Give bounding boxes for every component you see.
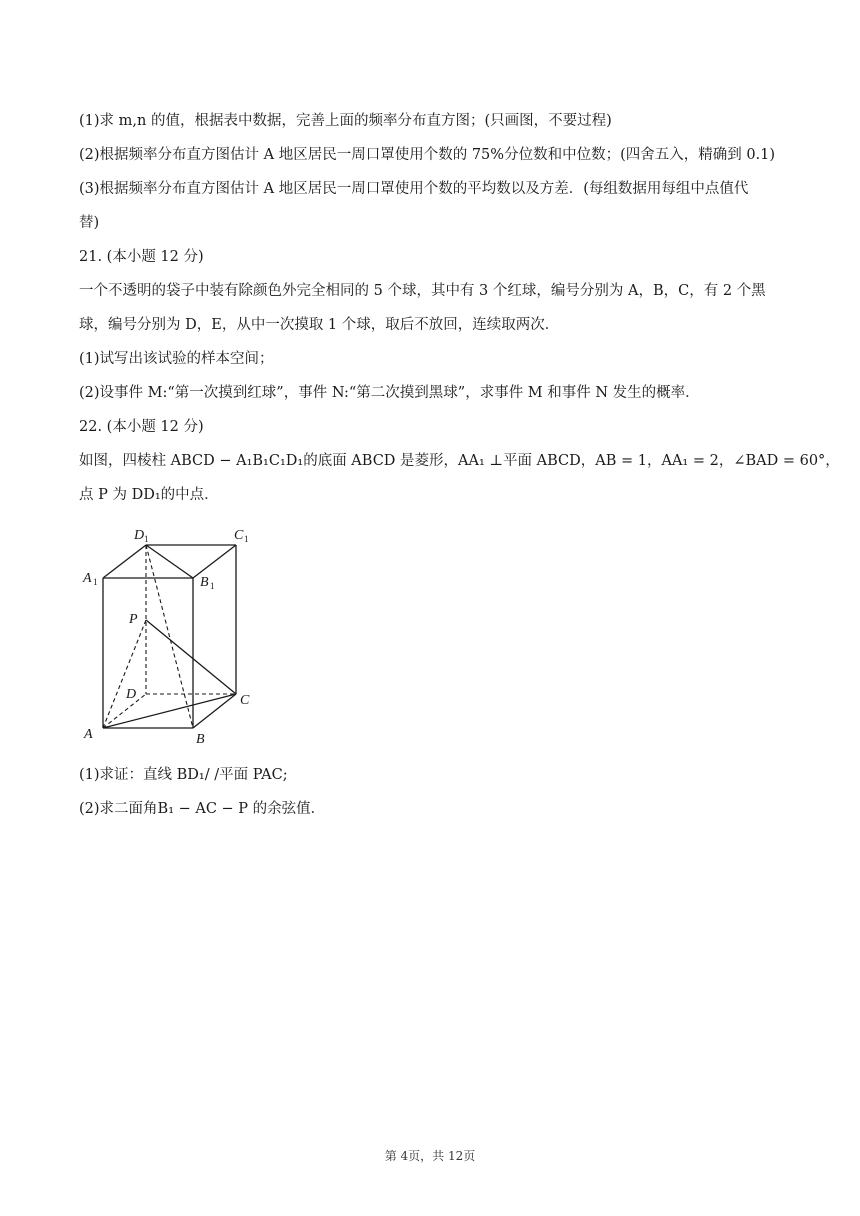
label-B: B — [196, 732, 205, 747]
prism-diagram — [78, 520, 268, 750]
q20-part2: (2)根据频率分布直方图估计 A 地区居民一周口罩使用个数的 75%分位数和中位数；(四舍五入，精确到 0.1) — [79, 147, 776, 163]
edge-C1-B1 — [193, 545, 236, 578]
edge-A-C — [103, 694, 236, 728]
q21-body-line2: 球，编号分别为 D，E，从中一次摸取 1 个球，取后不放回，连续取两次． — [79, 317, 560, 333]
edge-A-P — [103, 620, 146, 728]
q21-header: 21. (本小题 12 分) — [79, 249, 204, 265]
q21-part2: (2)设事件 M:“第一次摸到红球”，事件 N:“第二次摸到黑球”，求事件 M 和事件 N 发生的概率． — [79, 385, 700, 401]
q21-part1: (1)试写出该试验的样本空间； — [79, 351, 274, 367]
q21-body-line1: 一个不透明的袋子中装有除颜色外完全相同的 5 个球，其中有 3 个红球，编号分别为 A，B，C，有 2 个黑 — [79, 283, 766, 299]
label-D: D — [126, 687, 137, 702]
label-C: C — [240, 693, 250, 708]
q22-part2: (2)求二面角B₁ − AC − P 的余弦值． — [79, 801, 326, 817]
q22-header: 22. (本小题 12 分) — [79, 419, 204, 435]
label-D1-sub: 1 — [144, 534, 149, 544]
prism-figure — [78, 520, 268, 750]
q22-body-line2: 点 P 为 DD₁的中点． — [79, 487, 219, 503]
label-D1: D — [134, 528, 145, 543]
label-A1-sub: 1 — [93, 577, 98, 587]
q22-part1: (1)求证：直线 BD₁/ /平面 PAC; — [79, 767, 288, 783]
q22-body-line1: 如图，四棱柱 ABCD − A₁B₁C₁D₁的底面 ABCD 是菱形，AA₁ ⊥平面 ABCD，AB = 1，AA₁ = 2，∠BAD = 60°， — [79, 453, 840, 469]
edge-A1-D1 — [103, 545, 146, 578]
label-P: P — [129, 612, 138, 627]
label-A1: A — [83, 571, 92, 586]
q20-part1: (1)求 m,n 的值，根据表中数据，完善上面的频率分布直方图；(只画图，不要过程) — [79, 113, 612, 129]
q20-part3-line2: 替) — [79, 215, 100, 231]
edge-P-C — [146, 620, 236, 694]
label-A: A — [84, 727, 93, 742]
q20-part3-line1: (3)根据频率分布直方图估计 A 地区居民一周口罩使用个数的平均数以及方差．(每组数据用每组中点值代 — [79, 181, 749, 197]
label-C1-sub: 1 — [244, 534, 249, 544]
label-B1-sub: 1 — [210, 581, 215, 591]
page-footer: 第 4页，共 12页 — [384, 1149, 476, 1163]
label-B1: B — [200, 575, 209, 590]
label-C1: C — [234, 528, 244, 543]
